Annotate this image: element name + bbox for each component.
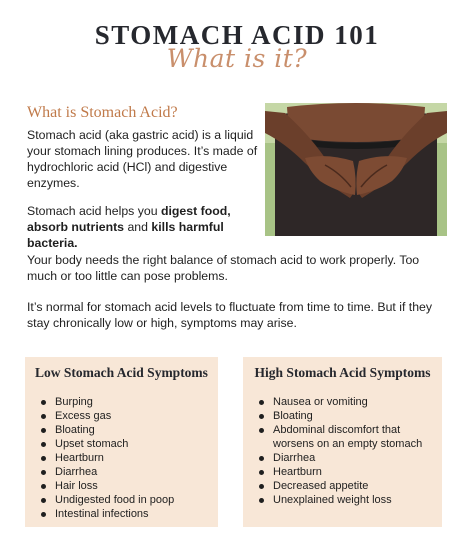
list-item: Heartburn — [55, 451, 218, 465]
list-item: Diarrhea — [55, 465, 218, 479]
list-item: Nausea or vomiting — [273, 395, 442, 409]
list-item: Burping — [55, 395, 218, 409]
low-acid-panel — [25, 357, 218, 527]
fluctuation-paragraph: It’s normal for stomach acid levels to fluctuate from time to time. But if they stay chronically low or high, symptoms may arise. — [27, 300, 433, 330]
section-heading: What is Stomach Acid? — [27, 104, 178, 121]
list-item: Hair loss — [55, 479, 218, 493]
p2-bold-1: digest food, absorb nutrients — [27, 204, 231, 234]
page-title: STOMACH ACID 101 — [94, 20, 380, 50]
high-acid-panel — [243, 357, 442, 527]
intro-paragraph-1: Stomach acid (aka gastric acid) is a liquid your stomach lining produces. It’s made of hydrochloric acid (HCl) and digestive enzymes. — [27, 128, 258, 190]
p2-prefix: Stomach acid helps you — [27, 204, 161, 218]
list-item: Heartburn — [273, 465, 442, 479]
list-item: Bloating — [55, 423, 218, 437]
list-item: Upset stomach — [55, 437, 218, 451]
list-item: Abdominal discomfort that worsens on an empty stomach — [273, 423, 442, 451]
list-item: Bloating — [273, 409, 442, 423]
list-item: Diarrhea — [273, 451, 442, 465]
high-acid-list — [243, 395, 442, 507]
stomach-hands-photo — [265, 103, 447, 236]
balance-paragraph: Your body needs the right balance of stomach acid to work properly. Too much or too little can pose problems. — [27, 253, 420, 283]
p2-bold-2: kills harmful bacteria. — [27, 220, 224, 250]
list-item: Undigested food in poop — [55, 493, 218, 507]
p2-mid: and — [124, 220, 152, 234]
list-item: Unexplained weight loss — [273, 493, 442, 507]
list-item: Intestinal infections — [55, 507, 218, 521]
high-acid-title: High Stomach Acid Symptoms — [254, 365, 431, 380]
list-item: Excess gas — [55, 409, 218, 423]
list-item: Decreased appetite — [273, 479, 442, 493]
low-acid-list — [25, 395, 218, 521]
page-subtitle: What is it? — [166, 44, 308, 73]
low-acid-title: Low Stomach Acid Symptoms — [35, 365, 208, 380]
intro-paragraph-2 — [27, 203, 265, 251]
